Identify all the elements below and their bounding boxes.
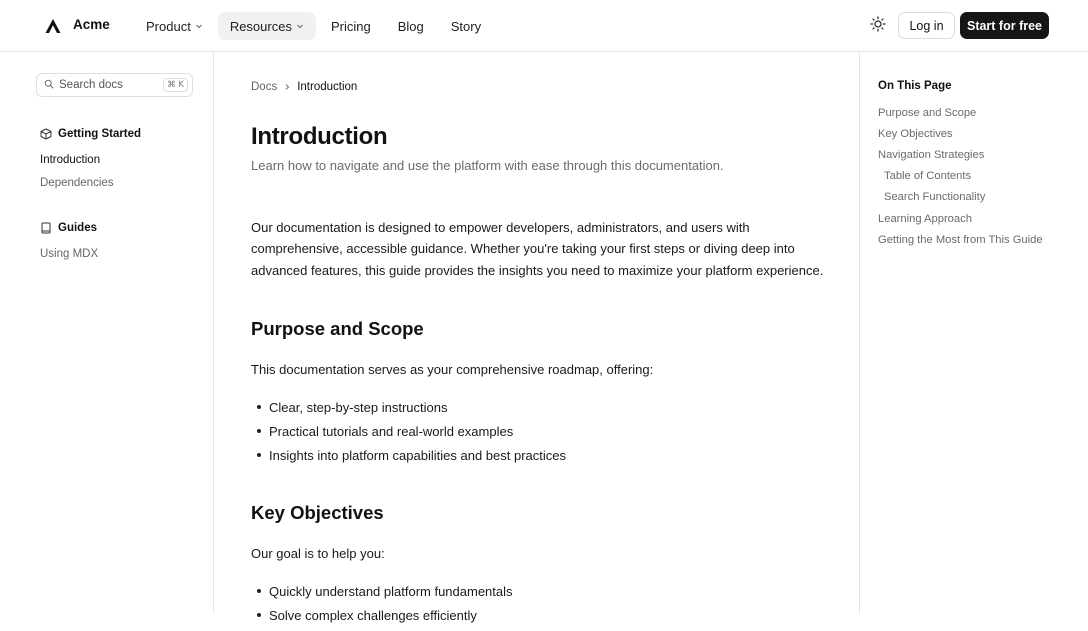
docs-sidebar (0, 52, 214, 614)
section-heading-purpose: Purpose and Scope (251, 318, 424, 339)
page-subtitle: Learn how to navigate and use the platform with ease through this documentation. (251, 158, 724, 173)
nav-product-label: Product (146, 18, 191, 34)
breadcrumb (251, 81, 357, 93)
page-title: Introduction (251, 123, 388, 150)
sidebar-item-introduction[interactable]: Introduction (40, 154, 101, 166)
chevron-down-icon (296, 22, 304, 30)
nav-blog[interactable] (386, 12, 436, 40)
bullet-list-objectives (251, 583, 513, 631)
main-nav (134, 12, 496, 40)
search-placeholder: Search docs (59, 79, 123, 91)
toc-item-search-functionality[interactable]: Search Functionality (884, 191, 986, 203)
sun-icon (870, 16, 886, 37)
sidebar-item-dependencies[interactable]: Dependencies (40, 177, 114, 189)
start-for-free-button[interactable]: Start for free (960, 12, 1049, 39)
sidebar-section-label: Getting Started (58, 128, 142, 140)
toc-title: On This Page (878, 80, 952, 92)
book-icon (40, 222, 52, 234)
list-item: Clear, step-by-step instructions (251, 399, 566, 423)
login-button[interactable]: Log in (898, 12, 955, 39)
sidebar-section-getting-started[interactable] (40, 128, 141, 140)
section-heading-objectives: Key Objectives (251, 502, 384, 523)
sidebar-section-guides[interactable] (40, 222, 97, 234)
nav-resources[interactable] (218, 12, 316, 40)
search-shortcut-badge: ⌘ K (163, 78, 188, 92)
top-navbar (0, 0, 1088, 52)
nav-pricing-label: Pricing (330, 18, 371, 34)
brand-name[interactable]: Acme (73, 17, 110, 32)
list-item: Practical tutorials and real-world examples (251, 423, 566, 447)
chevron-right-icon (283, 83, 291, 91)
toc-item-navigation-strategies[interactable]: Navigation Strategies (878, 149, 985, 161)
list-item: Solve complex challenges efficiently (251, 607, 513, 631)
on-this-page-toc (859, 52, 1088, 614)
acme-logo-icon[interactable] (42, 15, 64, 37)
list-item: Quickly understand platform fundamentals (251, 583, 513, 607)
breadcrumb-docs[interactable]: Docs (251, 81, 278, 93)
intro-paragraph: Our documentation is designed to empower developers, administrators, and users with comprehensive, accessible guidance. Whether you're taking your first steps or diving deep into advanced features, this guide provides the insights you need to maximize your platform experience. (251, 220, 824, 278)
toc-item-learning-approach[interactable]: Learning Approach (878, 213, 972, 225)
section-lead-purpose: This documentation serves as your comprehensive roadmap, offering: (251, 362, 654, 377)
nav-story[interactable] (439, 12, 493, 40)
cube-icon (40, 128, 52, 140)
nav-pricing[interactable] (319, 12, 383, 40)
section-lead-objectives: Our goal is to help you: (251, 546, 385, 561)
search-docs-input[interactable] (36, 73, 193, 97)
list-item: Insights into platform capabilities and best practices (251, 447, 566, 471)
nav-blog-label: Blog (397, 18, 424, 34)
bullet-list-purpose (251, 399, 566, 471)
theme-toggle-button[interactable] (866, 14, 890, 38)
sidebar-section-label: Guides (58, 222, 97, 234)
breadcrumb-current: Introduction (297, 81, 358, 93)
toc-item-table-of-contents[interactable]: Table of Contents (884, 170, 972, 182)
toc-item-purpose-and-scope[interactable]: Purpose and Scope (878, 107, 977, 119)
chevron-down-icon (195, 22, 203, 30)
nav-resources-label: Resources (229, 18, 292, 34)
nav-story-label: Story (450, 18, 482, 34)
toc-item-key-objectives[interactable]: Key Objectives (878, 128, 953, 140)
sidebar-item-using-mdx[interactable]: Using MDX (40, 248, 99, 260)
nav-product[interactable] (134, 12, 215, 40)
search-icon (44, 76, 54, 94)
toc-item-getting-the-most[interactable]: Getting the Most from This Guide (878, 234, 1043, 246)
